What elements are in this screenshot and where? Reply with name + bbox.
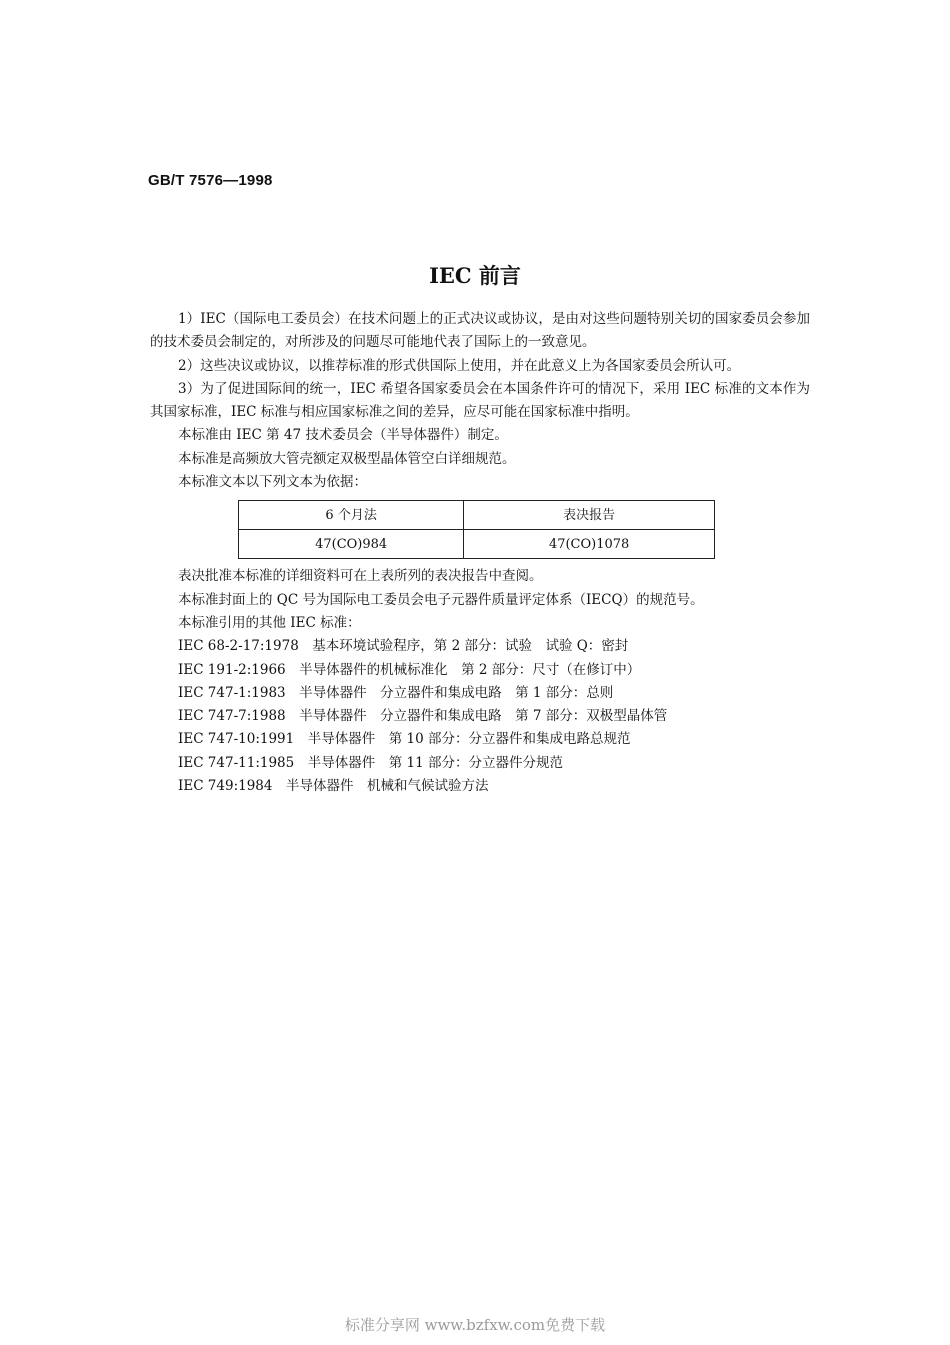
table-cell: 47(CO)1078 [464,530,715,559]
table-cell: 47(CO)984 [239,530,464,559]
page-title: IEC 前言 [429,263,521,288]
basis-table [238,500,715,559]
paragraph-2: 2）这些决议或协议，以推荐标准的形式供国际上使用，并在此意义上为各国家委员会所认可。 [178,357,741,374]
reference-item: IEC 191-2:1966 半导体器件的机械标准化 第 2 部分：尺寸（在修订中） [178,661,641,678]
reference-item: IEC 747-1:1983 半导体器件 分立器件和集成电路 第 1 部分：总则 [178,684,614,701]
paragraph-1: 1）IEC（国际电工委员会）在技术问题上的正式决议或协议，是由对这些问题特别关切的国家委员会参加的技术委员会制定的，对所涉及的问题尽可能地代表了国际上的一致意见。 [150,311,810,351]
document-body [150,308,810,798]
paragraph-6: 本标准文本以下列文本为依据： [178,474,367,491]
paragraph-5: 本标准是高频放大管壳额定双极型晶体管空白详细规范。 [178,450,516,467]
table-header-cell: 表决报告 [464,501,715,530]
reference-item: IEC 747-11:1985 半导体器件 第 11 部分：分立器件分规范 [178,754,563,771]
standard-code: GB/T 7576—1998 [148,172,273,189]
table-row [239,530,715,559]
paragraph-8: 本标准封面上的 QC 号为国际电工委员会电子元器件质量评定体系（IECQ）的规范号。 [178,591,704,608]
reference-list [150,635,810,798]
paragraph-4: 本标准由 IEC 第 47 技术委员会（半导体器件）制定。 [178,427,508,444]
reference-item: IEC 747-10:1991 半导体器件 第 10 部分：分立器件和集成电路总规范 [178,731,631,748]
table-header-row [239,501,715,530]
reference-item: IEC 749:1984 半导体器件 机械和气候试验方法 [178,778,489,795]
paragraph-3: 3）为了促进国际间的统一，IEC 希望各国家委员会在本国条件许可的情况下，采用 IEC 标准的文本作为其国家标准，IEC 标准与相应国家标准之间的差异，应尽可能在国家标准中指明。 [150,380,810,421]
paragraph-7: 表决批准本标准的详细资料可在上表所列的表决报告中查阅。 [178,568,543,585]
table-header-cell: 6 个月法 [239,501,464,530]
reference-item: IEC 68-2-17:1978 基本环境试验程序，第 2 部分：试验 试验 Q：密封 [178,638,629,655]
footer-watermark: 标准分享网 www.bzfxw.com免费下载 [344,1316,606,1334]
paragraph-9: 本标准引用的其他 IEC 标准： [178,614,361,631]
reference-item: IEC 747-7:1988 半导体器件 分立器件和集成电路 第 7 部分：双极型晶体管 [178,708,668,725]
